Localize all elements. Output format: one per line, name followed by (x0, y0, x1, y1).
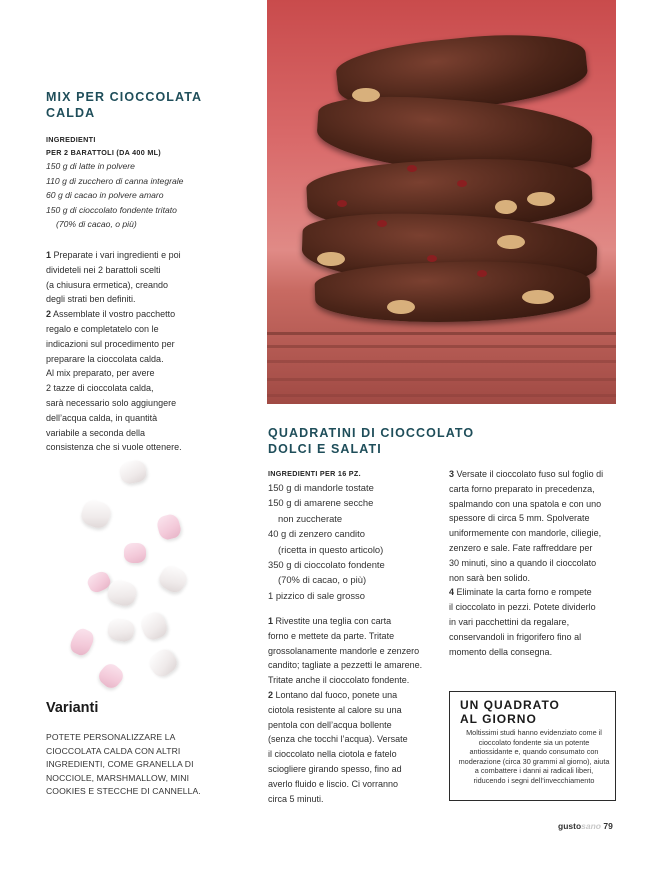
step-line: preparare la cioccolata calda. (46, 353, 164, 364)
ingredients-heading: INGREDIENTI PER 16 PZ. (268, 469, 361, 478)
page-number: 79 (603, 821, 613, 831)
step-line: (a chiusura ermetica), creando (46, 279, 169, 290)
step-text: Assemblate il vostro pacchetto (53, 309, 176, 320)
varianti-line: INGREDIENTI, COME GRANELLA DI (46, 759, 194, 770)
info-box-title (460, 698, 560, 726)
ingredient-item: (70% di cacao, o più) (278, 574, 367, 586)
ingredient-item: 150 g di amarene secche (268, 497, 374, 509)
step-line (268, 614, 443, 629)
brand-logo-part: sano (581, 821, 601, 831)
step-line: Tritate anche il cioccolato fondente. (268, 675, 410, 686)
ingredient-item: 1 pizzico di sale grosso (268, 589, 365, 601)
varianti-text (46, 731, 201, 799)
left-ingredients (46, 133, 183, 232)
step-number: 2 (268, 689, 274, 700)
ingredient-item: (70% di cacao, o più) (56, 219, 137, 229)
step-line: 30 minuti, sino a quando il cioccolato (449, 557, 597, 568)
step-line: circa 5 minuti. (268, 793, 324, 804)
step-line: averlo fluido e liscio. Ci vorranno (268, 778, 399, 789)
step-line: 2 tazze di cioccolata calda, (46, 383, 154, 394)
step-line: il cioccolato nella ciotola e fatelo (268, 749, 397, 760)
step-line: forno e mettete da parte. Tritate (268, 630, 395, 641)
step-line: grossolanamente mandorle e zenzero (268, 645, 420, 656)
right-steps-col1 (268, 614, 443, 806)
ingredient-item: 150 g di mandorle tostate (268, 482, 374, 493)
step-line: ciotola resistente al calore su una (268, 704, 402, 715)
step-line: sciogliere girando spesso, fino ad (268, 763, 402, 774)
step-line (449, 467, 619, 482)
step-text: Eliminate la carta forno e rompete (456, 587, 592, 598)
right-steps-col2 (449, 467, 619, 659)
step-line (46, 307, 246, 322)
step-line: (senza che tocchi l’acqua). Versate (268, 734, 408, 745)
step-line: divideteli nei 2 barattoli scelti (46, 264, 161, 275)
step-line: dell’acqua calda, in quantità (46, 412, 158, 423)
step-text: Rivestite una teglia con carta (275, 616, 392, 626)
ingredient-item: 40 g di zenzero candito (268, 528, 365, 540)
step-line: spalmando con una spatola e con uno (449, 498, 602, 509)
ingredient-item: 150 g di latte in polvere (46, 161, 135, 171)
step-line: in vari pacchettini da regalare, (449, 616, 570, 627)
step-line: candito; tagliate a pezzetti le amarene. (268, 660, 423, 671)
serving-label: PER 2 BARATTOLI (DA 400 ML) (46, 148, 161, 157)
step-line: zenzero e sale. Fate raffreddare per (449, 542, 593, 553)
left-title-line: MIX PER CIOCCOLATA (46, 90, 203, 104)
step-number: 4 (449, 587, 455, 598)
left-title-line: CALDA (46, 106, 96, 120)
right-recipe-title (268, 425, 474, 457)
step-line (449, 585, 619, 600)
ingredient-item: 60 g di cacao in polvere amaro (46, 190, 164, 200)
step-text: Preparate i vari ingredienti e poi (53, 250, 181, 260)
step-number: 2 (46, 309, 52, 320)
step-line: momento della consegna. (449, 646, 553, 657)
ingredient-item: 350 g di cioccolato fondente (268, 559, 385, 571)
marshmallow-illustration (60, 455, 210, 695)
step-number: 1 (46, 250, 52, 260)
step-line: degli strati ben definiti. (46, 294, 136, 305)
step-number: 1 (268, 616, 274, 626)
right-title-line: QUADRATINI DI CIOCCOLATO (268, 426, 475, 440)
step-number: 3 (449, 469, 455, 479)
step-line: Al mix preparato, per avere (46, 368, 155, 379)
step-text: Versate il cioccolato fuso sul foglio di (456, 469, 604, 479)
step-line: carta forno preparato in precedenza, (449, 483, 595, 494)
varianti-title: Varianti (46, 700, 99, 716)
box-title-line: UN QUADRATO (460, 698, 560, 712)
varianti-line: COOKIES E STECCHE DI CANNELLA. (46, 786, 201, 797)
brand-logo-part: gusto (558, 821, 582, 831)
info-box (449, 691, 616, 801)
step-line (268, 688, 443, 703)
info-box-body: Moltissimi studi hanno evidenziato come il cioccolato fondente sia un potente antiossidante e, quando consumato con moderazione (circa 30 grammi al giorno), aiuta a combattere i danni ai radicali liberi, riducendo i segni dell’invecchiamento (458, 728, 610, 785)
varianti-line: NOCCIOLE, MARSHMALLOW, MINI (46, 772, 190, 783)
step-line: regalo e completatelo con le (46, 323, 159, 334)
step-line: consistenza che si vuole ottenere. (46, 442, 182, 453)
step-line: pentola con dell’acqua bollente (268, 719, 392, 730)
step-line: il cioccolato in pezzi. Potete dividerlo (449, 602, 596, 613)
box-title-line: AL GIORNO (460, 712, 537, 726)
ingredient-item: 110 g di zucchero di canna integrale (46, 175, 184, 186)
left-recipe-title (46, 89, 202, 121)
ingredient-item: (ricetta in questo articolo) (278, 543, 384, 555)
varianti-line: POTETE PERSONALIZZARE LA (46, 732, 176, 742)
ingredient-item: non zuccherate (278, 512, 343, 524)
step-line (46, 248, 246, 263)
step-line: conservandoli in frigorifero fino al (449, 631, 582, 642)
step-line: non sarà ben solido. (449, 572, 531, 583)
ingredient-item: 150 g di cioccolato fondente tritato (46, 204, 177, 215)
step-line: variabile a seconda della (46, 427, 146, 438)
step-text: Lontano dal fuoco, ponete una (275, 689, 398, 700)
step-line: spessore di circa 5 mm. Spolverate (449, 513, 590, 524)
ingredients-heading: INGREDIENTI (46, 135, 96, 144)
page-folio (558, 821, 613, 831)
right-ingredients (268, 467, 443, 603)
ingredient-list (268, 480, 443, 603)
left-steps (46, 248, 246, 455)
step-line: uniformemente con mandorle, ciliegie, (449, 528, 602, 539)
varianti-line: CIOCCOLATA CALDA CON ALTRI (46, 745, 181, 756)
step-line: sarà necessario solo aggiungere (46, 397, 177, 408)
step-line: indicazioni sul procedimento per (46, 338, 175, 349)
right-title-line: DOLCI E SALATI (268, 442, 382, 456)
chocolate-bark-photo (267, 0, 616, 404)
